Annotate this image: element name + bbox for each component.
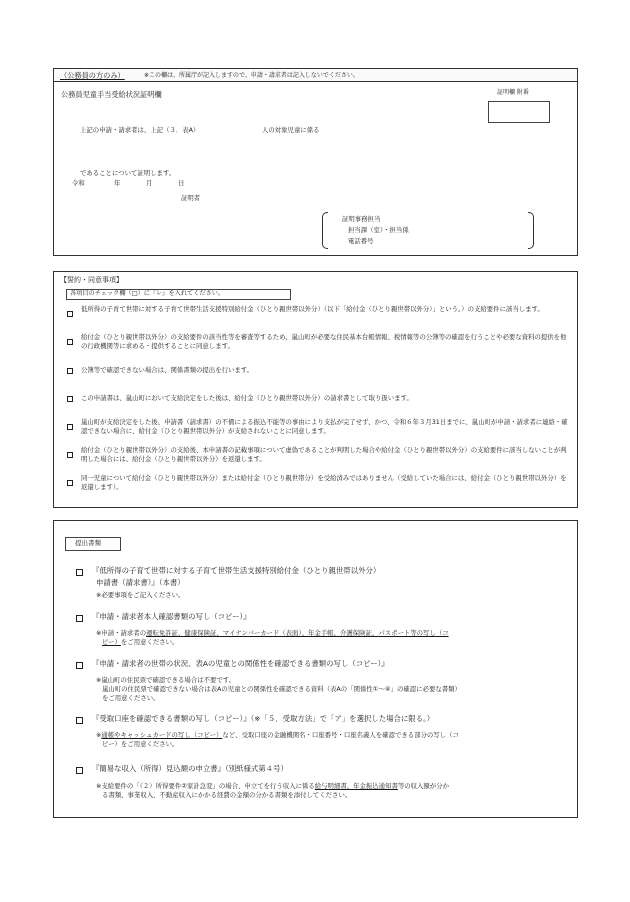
doc-4-note-line2: ピー）をご用意ください。 [102, 740, 179, 748]
consent-section [53, 271, 578, 508]
doc-2-title: 『申請・請求者本人確認書類の写し（コピー）』 [92, 612, 251, 621]
consent-instruction: 各項目のチェック欄（□）に『レ』を入れてください。 [70, 290, 225, 297]
doc-2-note-prefix: ※申請・請求者の [96, 629, 147, 637]
consent-item-1: 低所得の子育て世帯に対する子育て世帯生活支援特別給付金（ひとり親世帯以外分）（以下「給付金（ひとり親世帯以外分）」という。）の支給要件に該当します。 [81, 305, 544, 313]
consent-item-5: 嵐山町が支給決定をした後、申請書（請求書）の不備による振込不能等の事由により支払が完了せず、かつ、令和６年３月31日までに、嵐山町が申請・請求者に連絡・確認できない場合に、給付金（ひとり親世帯以外分）が支給されないことに同意します。 [81, 418, 568, 436]
consent-item-2: 給付金（ひとり親世帯以外分）の支給要件の該当性等を審査等するため、嵐山町が必要な住民基本台帳情報、税情報等の公簿等の確認を行うことや必要な資料の提供を他の行政機関等に求める・提供することに同意します。 [81, 333, 567, 351]
consent-checkbox-4[interactable] [67, 396, 73, 402]
doc-3-note-3: をご用意ください。 [102, 694, 160, 702]
doc-4-note-rest: など、受取口座の金融機関名・口座番号・口座名義人を確認できる部分の写し（コ [222, 731, 459, 739]
doc-5-title: 『簡易な収入（所得）見込額の申立書』（別紙様式第４号） [92, 764, 288, 773]
cert-number-label: 証明欄 附番 [497, 89, 529, 96]
official-title: 公務員児童手当受給状況証明欄 [61, 90, 162, 99]
doc-5-note-line2: る書類、事業収入、不動産収入にかかる経費の金額の分かる書類を添付してください。 [102, 791, 352, 799]
consent-checkbox-3[interactable] [67, 368, 73, 374]
consent-item-7: 同一児童について給付金（ひとり親世帯以外分）または給付金（ひとり親世帯分）を受給済みではありません（受給していた場合には、給付金（ひとり親世帯以外分）を返還します）。 [81, 474, 567, 492]
consent-item-3: 公簿等で確認できない場合は、関係書類の提出を行います。 [81, 366, 254, 374]
doc-2-note-line1 [96, 629, 449, 638]
date-month: 月 [146, 179, 153, 187]
cert-line-1-tail: 人の対象児童に係る [262, 126, 320, 134]
doc-3-note-2: 嵐山町の住民票で確認できない場合は表Aの児童との関係性を確認できる資料（表Aの「関係性①～④」の確認に必要な書類） [102, 685, 461, 693]
doc-4-title: 『受取口座を確認できる書類の写し（コピー）』（※「５．受取方法」で「ア」を選択した場合に限る。） [92, 714, 435, 723]
cert-number-field[interactable] [488, 101, 550, 123]
doc-5-note-rest: 等の収入額が分か [397, 782, 449, 790]
doc-checkbox-3[interactable] [76, 662, 83, 669]
doc-checkbox-4[interactable] [76, 717, 83, 724]
contact-title: 証明事務担当 [342, 215, 381, 223]
consent-checkbox-2[interactable] [67, 339, 73, 345]
doc-1-title: 『低所得の子育て世帯に対する子育て世帯生活支援特別給付金（ひとり親世帯以外分） [92, 566, 381, 575]
consent-title: 【誓約・同意事項】 [60, 276, 123, 284]
official-header-label: （公務員の方のみ） [60, 71, 125, 80]
doc-4-note-bankbook: 通帳やキャッシュカードの写し（コピー） [101, 731, 223, 739]
consent-item-4: この申請書は、嵐山町において支給決定をした後は、給付金（ひとり親世帯以外分）の請求書として取り扱います。 [81, 394, 413, 402]
doc-4-note-line1 [96, 731, 459, 740]
consent-item-6: 給付金（ひとり親世帯以外分）の支給後、本申請書の記載事項について虚偽であることが判明した場合や給付金（ひとり親世帯以外分）の支給要件に該当しないことが判明した場合には、給付金（ひとり親世帯以外分）を返還します。 [81, 446, 567, 464]
doc-1-title-2: 申請書（請求書）』（本書） [96, 578, 185, 587]
date-era: 令和 [72, 179, 85, 187]
doc-3-title: 『申請・請求者の世帯の状況、表Aの児童との関係性を確認できる書類の写し（コピー）』 [92, 659, 389, 668]
consent-checkbox-7[interactable] [67, 480, 73, 486]
cert-line-2: であることについて証明します。 [80, 169, 176, 177]
official-cert-section [53, 68, 578, 256]
doc-1-note: ※必要事項をご記入ください。 [96, 591, 185, 599]
doc-4-note-prefix: ※ [96, 731, 102, 739]
doc-checkbox-1[interactable] [76, 569, 83, 576]
date-day: 日 [178, 179, 185, 187]
contact-brace-left [322, 212, 328, 249]
documents-title: 提出書類 [75, 539, 101, 547]
doc-2-note-suffix: をご用意ください。 [120, 638, 179, 646]
consent-checkbox-6[interactable] [67, 452, 73, 458]
date-year: 年 [114, 179, 121, 187]
official-header-note: ※この欄は、所属庁が記入しますので、申請・請求者は記入しないでください。 [144, 72, 359, 79]
consent-checkbox-5[interactable] [67, 424, 73, 430]
doc-5-note-payslip: 給与明細書、年金振込通知書 [314, 782, 398, 790]
doc-2-note-ids: 運転免許証、健康保険証、マイナンバーカード（表面）、年金手帳、介護保険証、パスポート等の写し（コ [146, 629, 449, 637]
contact-brace-right [528, 212, 534, 249]
contact-dept: 担当課（室）・担当係 [348, 226, 409, 234]
certifier-label: 証明者 [181, 194, 201, 202]
doc-2-note-ids-cont: ピー） [102, 638, 121, 646]
consent-checkbox-1[interactable] [67, 311, 73, 317]
doc-5-note-prefix: ※支給要件の「（２）所得要件②家計急変」の場合、申立てを行う収入に係る [96, 782, 315, 790]
doc-2-note-line2 [102, 638, 178, 647]
cert-line-1: 上記の申請・請求者は、上記（３．表A） [80, 126, 200, 134]
doc-checkbox-5[interactable] [76, 767, 83, 774]
contact-phone: 電話番号 [348, 237, 374, 245]
documents-section [53, 520, 578, 818]
doc-checkbox-2[interactable] [76, 615, 83, 622]
doc-3-note-1: ※嵐山町の住民票で確認できる場合は不要です。 [96, 676, 236, 684]
doc-5-note-line1 [96, 782, 449, 791]
